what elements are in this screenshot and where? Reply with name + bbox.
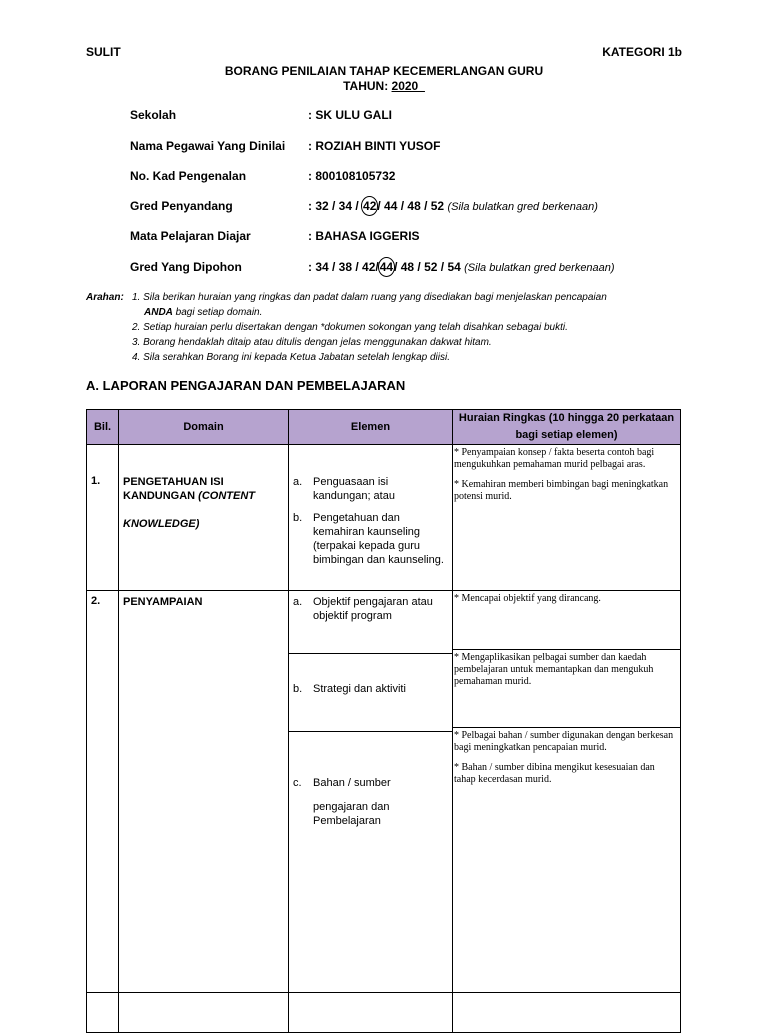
instruction-4: 4. Sila serahkan Borang ini kepada Ketua Jabatan setelah lengkap diisi.	[132, 352, 450, 363]
row2-elemen-a-cell: a. Objektif pengajaran atau objektif program	[289, 591, 452, 653]
row1-domain: PENGETAHUAN ISI KANDUNGAN (CONTENT KNOWLEDGE)	[119, 445, 289, 591]
gred-penyandang-suffix: / 44 / 48 / 52	[377, 199, 448, 213]
row2-huraian-c1: * Pelbagai bahan / sumber digunakan dengan berkesan bagi meningkatkan pencapaian murid.	[454, 730, 674, 753]
row2-bil: 2.	[87, 591, 119, 993]
row2-domain: PENYAMPAIAN	[119, 591, 289, 993]
section-title: A. LAPORAN PENGAJARAN DAN PEMBELAJARAN	[86, 378, 406, 393]
table-header-row	[87, 410, 681, 445]
gred-penyandang-prefix: : 32 / 34 /	[308, 199, 363, 213]
row1-huraian-1: * Penyampaian konsep / fakta beserta contoh bagi mengukuhkan pemahaman murid pelbagai aras.	[454, 447, 655, 470]
row2-huraian-b: * Mengaplikasikan pelbagai sumber dan kaedah pembelajaran untuk memantapkan dan mengukuh pemahaman murid.	[453, 649, 680, 727]
row1-elemen-b: Pengetahuan dan kemahiran kaunseling (terpakai kepada guru bimbingan dan kaunseling.	[313, 512, 444, 566]
instructions-key: Arahan:	[86, 292, 124, 303]
gred-penyandang-note: (Sila bulatkan gred berkenaan)	[447, 201, 598, 213]
table-row	[87, 445, 681, 591]
field-label-gred-penyandang: Gred Penyandang	[130, 199, 233, 213]
field-value-sekolah: : SK ULU GALI	[308, 108, 392, 122]
gred-dipohon-prefix: : 34 / 38 / 42/	[308, 260, 379, 274]
row2-elemen-b-cell: b. Strategi dan aktiviti	[289, 653, 452, 731]
field-label-mata-pelajaran: Mata Pelajaran Diajar	[130, 229, 251, 243]
gred-penyandang-circled: 42	[361, 196, 378, 216]
instruction-1: 1. Sila berikan huraian yang ringkas dan padat dalam ruang yang disediakan bagi menjelaskan pencapaian ANDA bagi setiap domain.	[132, 292, 607, 318]
row2-huraian-c2: * Bahan / sumber dibina mengikut kesesuaian dan tahap kecerdasan murid.	[454, 762, 655, 785]
field-value-mata-pelajaran: : BAHASA IGGERIS	[308, 229, 420, 243]
classification-label: SULIT	[86, 45, 121, 59]
form-year	[0, 79, 768, 93]
gred-dipohon-note: (Sila bulatkan gred berkenaan)	[464, 262, 615, 274]
row1-elemen-a: Penguasaan isi kandungan; atau	[313, 476, 395, 502]
row2-elemen-a: Objektif pengajaran atau objektif program	[313, 596, 433, 622]
field-label-ic: No. Kad Pengenalan	[130, 169, 247, 183]
evaluation-table	[86, 409, 681, 1033]
instruction-2: 2. Setiap huraian perlu disertakan dengan *dokumen sokongan yang telah disahkan sebagai bukti.	[132, 322, 568, 333]
field-label-sekolah: Sekolah	[130, 108, 177, 122]
row1-bil: 1.	[87, 445, 119, 591]
header-domain: Domain	[119, 410, 289, 445]
row2-elemen-c2: pengajaran dan Pembelajaran	[313, 801, 390, 827]
field-value-gred-dipohon	[308, 260, 615, 274]
row1-elemen: a. Penguasaan isi kandungan; atau b. Pengetahuan dan kemahiran kaunseling (terpakai kepada guru bimbingan dan kaunseling.	[289, 445, 453, 591]
year-value: 2020_	[391, 79, 425, 93]
table-row	[87, 591, 681, 993]
category-label: KATEGORI 1b	[602, 45, 682, 59]
row2-elemen	[289, 591, 453, 993]
table-row	[87, 993, 681, 1033]
gred-dipohon-circled: 44	[378, 257, 395, 277]
field-value-gred-penyandang	[308, 199, 598, 213]
field-value-nama: : ROZIAH BINTI YUSOF	[308, 139, 441, 153]
row2-elemen-c1: Bahan / sumber	[313, 777, 391, 789]
year-label: TAHUN:	[343, 79, 392, 93]
row2-huraian[interactable]	[453, 591, 681, 993]
row2-elemen-b: Strategi dan aktiviti	[313, 683, 406, 695]
header-bil: Bil.	[87, 410, 119, 445]
field-value-ic: : 800108105732	[308, 169, 396, 183]
row2-elemen-c-cell: c. Bahan / sumber pengajaran dan Pembelajaran	[289, 731, 452, 828]
instruction-3: 3. Borang hendaklah ditaip atau ditulis dengan jelas menggunakan dakwat hitam.	[132, 337, 492, 348]
row2-huraian-c	[453, 727, 680, 786]
row1-huraian-2: * Kemahiran memberi bimbingan bagi meningkatkan potensi murid.	[454, 479, 669, 502]
header-elemen: Elemen	[289, 410, 453, 445]
field-label-nama: Nama Pegawai Yang Dinilai	[130, 139, 286, 153]
field-label-gred-dipohon: Gred Yang Dipohon	[130, 260, 242, 274]
row2-huraian-a: * Mencapai objektif yang dirancang.	[454, 593, 601, 604]
form-title: BORANG PENILAIAN TAHAP KECEMERLANGAN GURU	[224, 64, 544, 78]
row1-huraian[interactable]	[453, 445, 681, 591]
gred-dipohon-suffix: / 48 / 52 / 54	[394, 260, 465, 274]
header-huraian: Huraian Ringkas (10 hingga 20 perkataan bagi setiap elemen)	[453, 410, 681, 445]
instructions	[86, 290, 706, 365]
